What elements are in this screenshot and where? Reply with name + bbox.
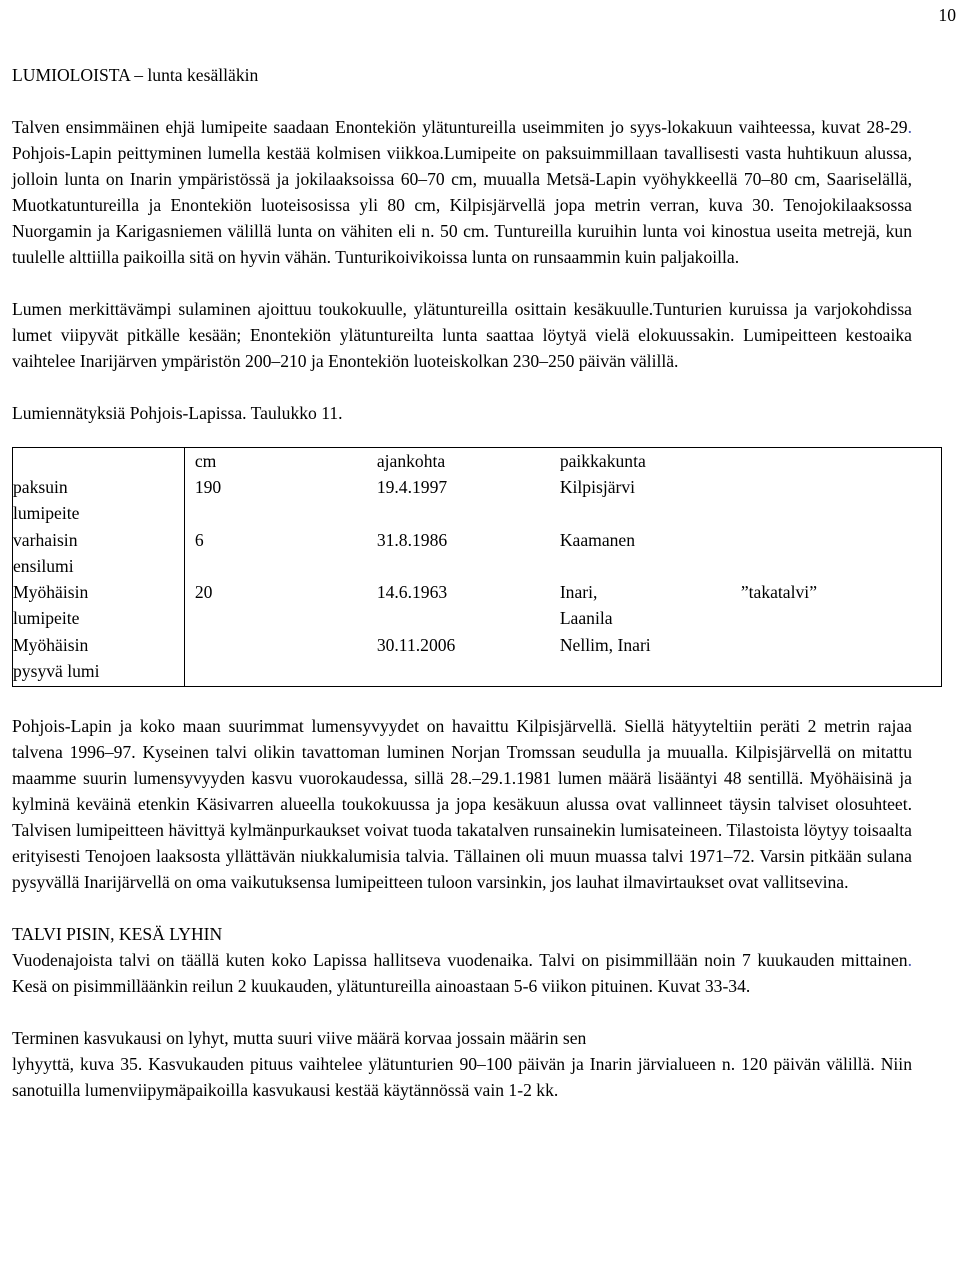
page-content (12, 62, 912, 1103)
cell-place-line2: Laanila (559, 608, 613, 628)
paragraph-snow-melting: Lumen merkittävämpi sulaminen ajoittuu toukokuulle, ylätuntureilla osittain kesäkuulle.Tunturien kuruissa ja varjokohdissa lumet viipyvät pitkälle kesään; Enontekiön ylätuntureilta lunta saattaa löytyä vielä elokuussakin. Lumipeitteen kestoaika vaihtelee Inarijärven ympäristön 200–210 ja Enontekiön luoteiskolkan 230–250 päivän välillä. (12, 299, 912, 371)
cell-cm: 20 (194, 582, 213, 602)
cell-place: Nellim, Inari (559, 635, 651, 655)
row-labels-cell (13, 448, 185, 687)
table-caption: Lumiennätyksiä Pohjois-Lapissa. Taulukko 11. (12, 403, 343, 423)
row-label: lumipeite (13, 503, 80, 523)
section-heading-lumioloista: LUMIOLOISTA – lunta kesälläkin (12, 65, 259, 85)
snow-records-table (12, 447, 942, 687)
cell-date: 30.11.2006 (376, 635, 456, 655)
page-number: 10 (938, 5, 956, 25)
header-place: paikkakunta (559, 451, 646, 471)
row-label: lumipeite (13, 608, 80, 628)
cell-place: Kilpisjärvi (559, 477, 636, 497)
cell-note: ”takatalvi” (740, 582, 818, 602)
cell-date: 14.6.1963 (376, 582, 448, 602)
row-label: pysyvä lumi (13, 661, 100, 681)
section-heading-talvi: TALVI PISIN, KESÄ LYHIN (12, 924, 223, 944)
cell-cm: 190 (194, 477, 222, 497)
paragraph-first-snow: Talven ensimmäinen ehjä lumipeite saadaan Enontekiön ylätuntureilla useimmiten jo syys-lokakuun vaihteessa, kuvat 28-29. Pohjois-Lapin peittyminen lumella kestää kolmisen viikkoa.Lumipeite on paksuimmillaan tavallisesti vasta huhtikuun alussa, jolloin lunta on Inarin ympäristössä ja jokilaaksoissa 60–70 cm, muualla Metsä-Lapin vyöhykkeellä 70–80 cm, Saariselällä, Muotkatuntureilla ja Enontekiön luoteisosissa yli 80 cm, Kilpisjärvellä jopa metrin verran, kuva 30. Tenojokilaaksossa Nuorgamin ja Karigasniemen välillä lunta on vähiten eli n. 50 cm. Tuntureilla kuruihin lunta voi kinostua useita metrejä, kun tuulelle alttiilla paikoilla sitä on hyvin vähän. Tunturikoivikoissa lunta on runsaammin kuin paljakoilla. (12, 117, 912, 267)
cell-cm: 6 (194, 530, 204, 550)
row-label: ensilumi (13, 556, 74, 576)
row-label: varhaisin (13, 530, 78, 550)
row-label: paksuin (13, 477, 68, 497)
cell-date: 19.4.1997 (376, 477, 448, 497)
paragraph-growing-season: Terminen kasvukausi on lyhyt, mutta suuri viive määrä korvaa jossain määrin sen lyhyyttä, kuva 35. Kasvukauden pituus vaihtelee ylätunturien 90–100 päivän ja Inarin järvialueen n. 120 päivän välillä. Niin sanotuilla lumenviipymäpaikoilla kasvukausi kestää käytännössä vain 1-2 kk. (12, 1028, 912, 1100)
header-date: ajankohta (376, 451, 446, 471)
row-label: Myöhäisin (13, 582, 89, 602)
records-data-cell (184, 448, 941, 687)
paragraph-seasons: Vuodenajoista talvi on täällä kuten koko Lapissa hallitseva vuodenaika. Talvi on pisimmillään noin 7 kuukauden mittainen. Kesä on pisimmilläänkin reilun 2 kuukauden, ylätuntureilla ainoastaan 5-6 viikon pituinen. Kuvat 33-34. (12, 950, 912, 996)
header-cm: cm (194, 451, 217, 471)
paragraph-snow-depth: Pohjois-Lapin ja koko maan suurimmat lumensyvyydet on havaittu Kilpisjärvellä. Siellä hätyyteltiin peräti 2 metrin rajaa talvena 1996–97. Kyseinen talvi olikin tavattoman luminen Norjan Tromssan seudulla ja muualla. Kilpisjärvellä on mitattu maamme suurin lumensyvyyden kasvu vuorokaudessa, sillä 28.–29.1.1981 lumen määrä lisääntyi 48 sentillä. Myöhäisinä ja kylminä keväinä etenkin Käsivarren alueella toukokuussa ja jopa kesäkuun alussa ovat vallinneet täysin talviset olosuhteet. Talvisen lumipeitteen hävittyä kylmänpurkaukset voivat tuoda takatalven runsainekin lumisateineen. Tilastoista löytyy toisaalta erityisesti Tenojoen laaksosta yllättävän niukkalumisia talvia. Tällainen oli muun muassa talvi 1971–72. Varsin pitkään sulana pysyvällä Inarijärvellä on oma vaikutuksensa lumipeitteen tuloon varsinkin, jos lauhat ilmavirtaukset ovat vallitsevina. (12, 716, 912, 892)
cell-place: Inari, (559, 582, 598, 602)
cell-date: 31.8.1986 (376, 530, 448, 550)
cell-place: Kaamanen (559, 530, 636, 550)
row-label: Myöhäisin (13, 635, 89, 655)
